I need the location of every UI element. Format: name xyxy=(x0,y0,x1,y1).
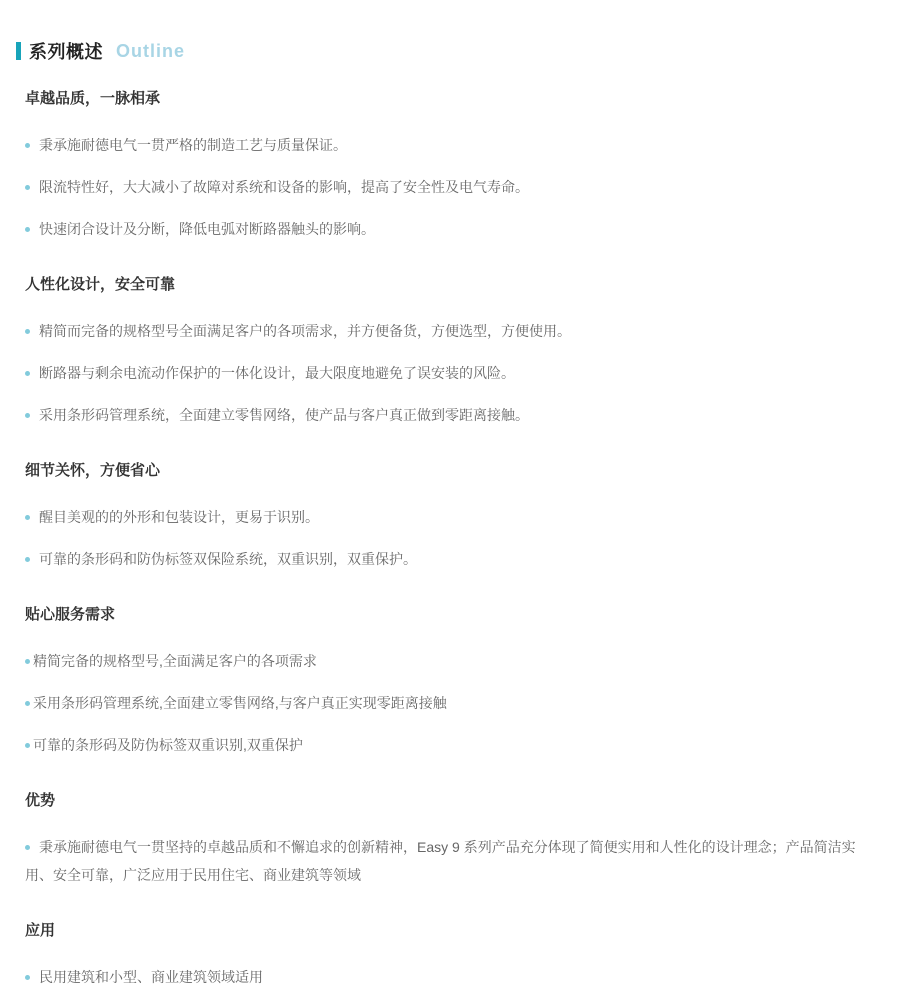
bullet-item xyxy=(25,317,880,345)
bullet-item xyxy=(25,503,880,531)
bullet-dot-icon xyxy=(25,371,30,376)
bullet-item xyxy=(25,173,880,201)
bullet-text: 采用条形码管理系统，全面建立零售网络，使产品与客户真正做到零距离接触。 xyxy=(39,407,529,423)
section-list xyxy=(25,317,880,429)
section-list xyxy=(25,131,880,243)
bullet-dot-icon xyxy=(25,701,30,706)
bullet-text: 精简完备的规格型号,全面满足客户的各项需求 xyxy=(33,653,317,669)
content-section xyxy=(25,923,880,991)
page-title-en: Outline xyxy=(116,40,185,61)
bullet-dot-icon xyxy=(25,515,30,520)
bullet-text: 秉承施耐德电气一贯严格的制造工艺与质量保证。 xyxy=(39,137,347,153)
bullet-item xyxy=(25,647,880,675)
bullet-dot-icon xyxy=(25,743,30,748)
bullet-text: 断路器与剩余电流动作保护的一体化设计，最大限度地避免了误安装的风险。 xyxy=(39,365,515,381)
bullet-text: 采用条形码管理系统,全面建立零售网络,与客户真正实现零距离接触 xyxy=(33,695,447,711)
bullet-text: 秉承施耐德电气一贯坚持的卓越品质和不懈追求的创新精神，Easy 9 系列产品充分体现了简便实用和人性化的设计理念；产品简洁实用、安全可靠，广泛应用于民用住宅、商业建筑等领域 xyxy=(25,839,856,883)
section-heading: 应用 xyxy=(25,922,56,939)
bullet-dot-icon xyxy=(25,557,30,562)
bullet-item xyxy=(25,731,880,759)
bullet-dot-icon xyxy=(25,845,30,850)
accent-bar-icon xyxy=(16,42,21,60)
bullet-item xyxy=(25,963,880,991)
section-heading: 贴心服务需求 xyxy=(25,606,116,623)
bullet-dot-icon xyxy=(25,329,30,334)
bullet-dot-icon xyxy=(25,659,30,664)
section-heading: 卓越品质，一脉相承 xyxy=(25,90,161,107)
bullet-item xyxy=(25,545,880,573)
bullet-text: 限流特性好，大大减小了故障对系统和设备的影响，提高了安全性及电气寿命。 xyxy=(39,179,529,195)
bullet-item xyxy=(25,833,880,889)
bullet-item xyxy=(25,689,880,717)
bullet-dot-icon xyxy=(25,227,30,232)
bullet-dot-icon xyxy=(25,413,30,418)
section-heading: 细节关怀，方便省心 xyxy=(25,462,161,479)
section-heading: 人性化设计，安全可靠 xyxy=(25,276,176,293)
bullet-text: 精简而完备的规格型号全面满足客户的各项需求，并方便备货，方便选型，方便使用。 xyxy=(39,323,571,339)
bullet-text: 可靠的条形码及防伪标签双重识别,双重保护 xyxy=(33,737,303,753)
bullet-dot-icon xyxy=(25,185,30,190)
content-section xyxy=(25,91,880,243)
content-section xyxy=(25,607,880,759)
section-list xyxy=(25,503,880,573)
bullet-item xyxy=(25,215,880,243)
content-section xyxy=(25,463,880,573)
bullet-text: 民用建筑和小型、商业建筑领域适用 xyxy=(39,969,263,985)
bullet-item xyxy=(25,401,880,429)
bullet-item xyxy=(25,359,880,387)
content-section xyxy=(25,277,880,429)
bullet-item xyxy=(25,131,880,159)
bullet-dot-icon xyxy=(25,143,30,148)
content-section xyxy=(25,793,880,889)
sections xyxy=(25,91,880,991)
bullet-text: 可靠的条形码和防伪标签双保险系统，双重识别，双重保护。 xyxy=(39,551,417,567)
bullet-dot-icon xyxy=(25,975,30,980)
section-list xyxy=(25,963,880,991)
section-header xyxy=(16,41,900,61)
bullet-text: 醒目美观的的外形和包装设计，更易于识别。 xyxy=(39,509,319,525)
section-list xyxy=(25,647,880,759)
section-heading: 优势 xyxy=(25,792,56,809)
section-list xyxy=(25,833,880,889)
page-title-cn: 系列概述 xyxy=(29,42,103,62)
bullet-text: 快速闭合设计及分断，降低电弧对断路器触头的影响。 xyxy=(39,221,375,237)
